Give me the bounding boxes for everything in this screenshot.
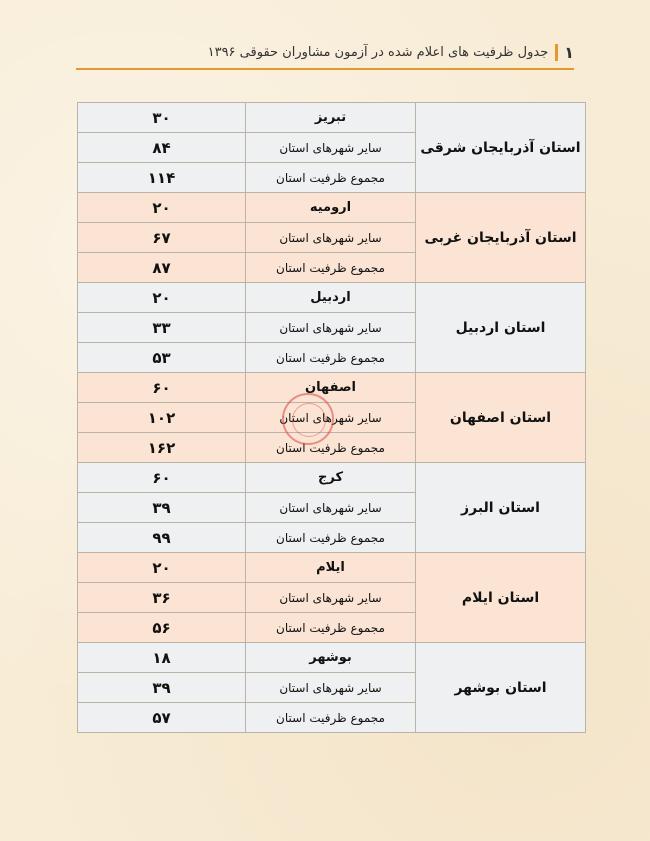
city-cell: بوشهر — [246, 643, 416, 673]
city-cell: سایر شهرهای استان — [246, 403, 416, 433]
province-cell: استان آذربایجان غربی — [416, 193, 586, 283]
capacity-value: ۱۰۲ — [78, 403, 246, 433]
city-cell: سایر شهرهای استان — [246, 493, 416, 523]
capacity-value: ۹۹ — [78, 523, 246, 553]
city-cell: ارومیه — [246, 193, 416, 223]
city-cell: سایر شهرهای استان — [246, 223, 416, 253]
capacity-value: ۸۷ — [78, 253, 246, 283]
province-cell: استان البرز — [416, 463, 586, 553]
province-cell: استان بوشهر — [416, 643, 586, 733]
capacity-value: ۸۴ — [78, 133, 246, 163]
city-cell: مجموع ظرفیت استان — [246, 703, 416, 733]
capacity-value: ۳۹ — [78, 673, 246, 703]
city-cell: سایر شهرهای استان — [246, 313, 416, 343]
city-cell: اصفهان — [246, 373, 416, 403]
province-cell: استان آذربایجان شرقی — [416, 103, 586, 193]
capacity-value: ۶۰ — [78, 463, 246, 493]
city-cell: مجموع ظرفیت استان — [246, 343, 416, 373]
capacity-value: ۲۰ — [78, 193, 246, 223]
city-cell: ایلام — [246, 553, 416, 583]
city-cell: سایر شهرهای استان — [246, 133, 416, 163]
capacity-value: ۲۰ — [78, 553, 246, 583]
province-cell: استان ایلام — [416, 553, 586, 643]
table-row — [78, 373, 586, 403]
city-cell: تبریز — [246, 103, 416, 133]
header-separator — [555, 44, 558, 61]
capacity-table — [77, 102, 586, 733]
page-header — [76, 36, 574, 70]
province-cell: استان اردبیل — [416, 283, 586, 373]
table-row — [78, 193, 586, 223]
table-row — [78, 463, 586, 493]
capacity-value: ۵۷ — [78, 703, 246, 733]
city-cell: سایر شهرهای استان — [246, 673, 416, 703]
table-row — [78, 553, 586, 583]
capacity-value: ۱۱۴ — [78, 163, 246, 193]
page-number: ۱ — [564, 42, 574, 62]
capacity-value: ۱۸ — [78, 643, 246, 673]
capacity-value: ۲۰ — [78, 283, 246, 313]
province-cell: استان اصفهان — [416, 373, 586, 463]
page-title: جدول ظرفیت های اعلام شده در آزمون مشاوران حقوقی ۱۳۹۶ — [207, 44, 549, 60]
table-row — [78, 283, 586, 313]
city-cell: مجموع ظرفیت استان — [246, 523, 416, 553]
table-row — [78, 103, 586, 133]
capacity-value: ۳۶ — [78, 583, 246, 613]
city-cell: مجموع ظرفیت استان — [246, 163, 416, 193]
capacity-value: ۵۶ — [78, 613, 246, 643]
capacity-value: ۳۳ — [78, 313, 246, 343]
city-cell: مجموع ظرفیت استان — [246, 253, 416, 283]
capacity-value: ۱۶۲ — [78, 433, 246, 463]
capacity-value: ۵۳ — [78, 343, 246, 373]
capacity-value: ۶۰ — [78, 373, 246, 403]
capacity-value: ۶۷ — [78, 223, 246, 253]
table-row — [78, 643, 586, 673]
city-cell: اردبیل — [246, 283, 416, 313]
capacity-value: ۳۰ — [78, 103, 246, 133]
city-cell: مجموع ظرفیت استان — [246, 433, 416, 463]
capacity-value: ۳۹ — [78, 493, 246, 523]
city-cell: سایر شهرهای استان — [246, 583, 416, 613]
city-cell: مجموع ظرفیت استان — [246, 613, 416, 643]
city-cell: کرج — [246, 463, 416, 493]
